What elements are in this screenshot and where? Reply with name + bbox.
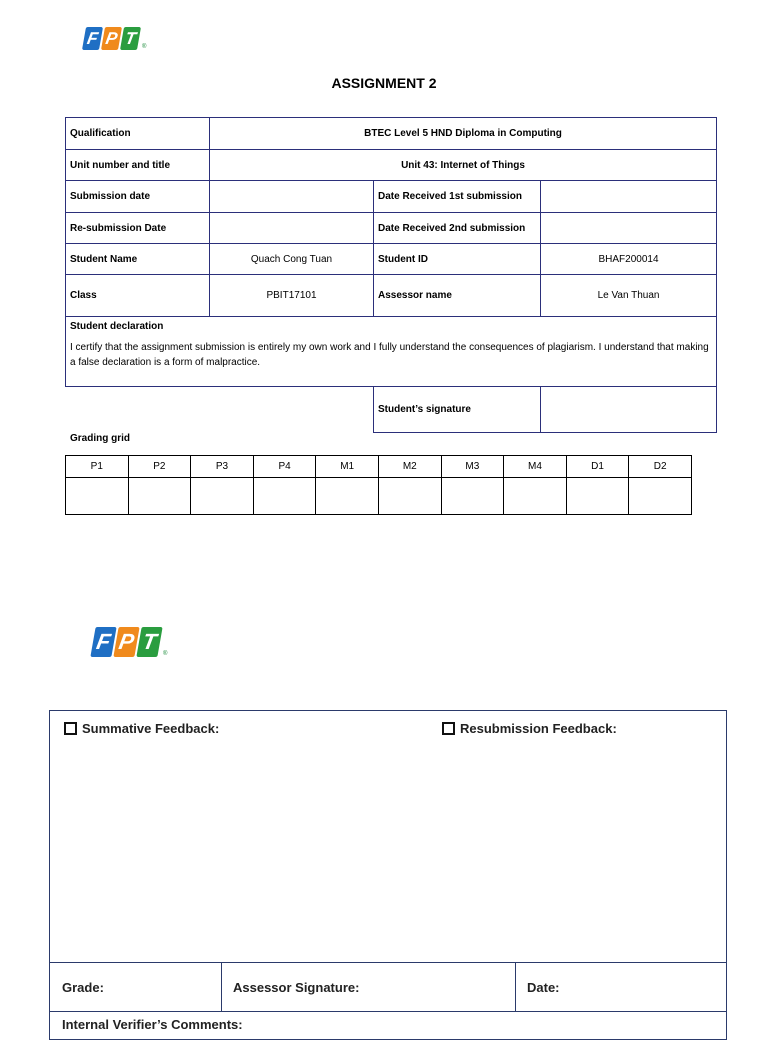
date-received-1st-value[interactable] (541, 181, 717, 213)
table-row (66, 244, 717, 275)
student-id-label: Student ID (374, 244, 541, 275)
grade-cell-m1[interactable] (316, 478, 379, 515)
class-value: PBIT17101 (210, 275, 374, 317)
declaration-title: Student declaration (70, 321, 164, 332)
summative-feedback-label: Summative Feedback: (82, 721, 220, 736)
grade-header-d1: D1 (566, 456, 629, 478)
declaration-cell (66, 317, 717, 387)
grade-cell-d2[interactable] (629, 478, 692, 515)
feedback-signature-row (50, 962, 726, 1012)
grade-cell-p4[interactable] (253, 478, 316, 515)
student-name-value: Quach Cong Tuan (210, 244, 374, 275)
logo-registered-mark: ® (163, 651, 168, 657)
table-row (66, 387, 717, 433)
table-row (66, 118, 717, 150)
grade-header-m1: M1 (316, 456, 379, 478)
resubmission-feedback-option[interactable] (442, 721, 617, 736)
table-row (66, 181, 717, 213)
submission-date-value[interactable] (210, 181, 374, 213)
checkbox-icon[interactable] (442, 722, 455, 735)
qualification-label: Qualification (66, 118, 210, 150)
fpt-logo (84, 27, 146, 50)
resubmission-feedback-label: Resubmission Feedback: (460, 721, 617, 736)
student-signature-label: Student’s signature (374, 387, 541, 433)
logo-letter-p: P (113, 627, 139, 657)
checkbox-icon[interactable] (64, 722, 77, 735)
assessor-signature-label: Assessor Signature: (233, 979, 360, 995)
qualification-value: BTEC Level 5 HND Diploma in Computing (210, 118, 717, 150)
grade-header-p2: P2 (128, 456, 191, 478)
grade-cell-m4[interactable] (504, 478, 567, 515)
logo-registered-mark: ® (142, 44, 147, 50)
table-row (66, 317, 717, 387)
date-received-2nd-label: Date Received 2nd submission (374, 213, 541, 244)
assessor-signature-field[interactable] (221, 963, 515, 1011)
assessor-name-label: Assessor name (374, 275, 541, 317)
assessor-name-value: Le Van Thuan (541, 275, 717, 317)
table-row (66, 213, 717, 244)
submission-date-label: Submission date (66, 181, 210, 213)
student-id-value: BHAF200014 (541, 244, 717, 275)
grade-header-p3: P3 (191, 456, 254, 478)
student-name-label: Student Name (66, 244, 210, 275)
grade-field[interactable] (50, 963, 221, 1011)
grade-header-m2: M2 (378, 456, 441, 478)
internal-verifier-comments-label: Internal Verifier’s Comments: (62, 1017, 243, 1032)
logo-letter-f: F (90, 627, 116, 657)
grade-cell-p1[interactable] (66, 478, 129, 515)
feedback-box (49, 710, 727, 1040)
student-signature-field[interactable] (541, 387, 717, 433)
date-received-1st-label: Date Received 1st submission (374, 181, 541, 213)
logo-letter-t: T (120, 27, 141, 50)
declaration-text: I certify that the assignment submission is entirely my own work and I fully understand the consequences of plagiarism. I understand that making a false declaration is a form of malpractice. (70, 342, 709, 368)
date-field[interactable] (515, 963, 726, 1011)
grade-header-m4: M4 (504, 456, 567, 478)
date-received-2nd-value[interactable] (541, 213, 717, 244)
grade-header-d2: D2 (629, 456, 692, 478)
grading-header-row (66, 456, 692, 478)
assignment-info-table (65, 117, 717, 433)
grade-cell-m3[interactable] (441, 478, 504, 515)
unit-label: Unit number and title (66, 150, 210, 181)
grading-grid (65, 455, 692, 515)
resubmission-date-label: Re-submission Date (66, 213, 210, 244)
page-title: ASSIGNMENT 2 (331, 75, 437, 91)
logo-letter-f: F (82, 27, 103, 50)
class-label: Class (66, 275, 210, 317)
grade-header-p1: P1 (66, 456, 129, 478)
grade-cell-d1[interactable] (566, 478, 629, 515)
grading-values-row (66, 478, 692, 515)
grade-header-p4: P4 (253, 456, 316, 478)
grade-cell-m2[interactable] (378, 478, 441, 515)
logo-letter-p: P (101, 27, 122, 50)
grade-header-m3: M3 (441, 456, 504, 478)
grading-grid-label: Grading grid (70, 433, 130, 444)
resubmission-date-value[interactable] (210, 213, 374, 244)
date-label: Date: (527, 979, 560, 995)
grade-label: Grade: (62, 979, 104, 995)
grade-cell-p3[interactable] (191, 478, 254, 515)
summative-feedback-option[interactable] (64, 721, 219, 736)
unit-value: Unit 43: Internet of Things (210, 150, 717, 181)
table-row (66, 150, 717, 181)
fpt-logo (93, 627, 167, 657)
grade-cell-p2[interactable] (128, 478, 191, 515)
logo-letter-t: T (136, 627, 162, 657)
empty-cell (66, 387, 374, 433)
table-row (66, 275, 717, 317)
